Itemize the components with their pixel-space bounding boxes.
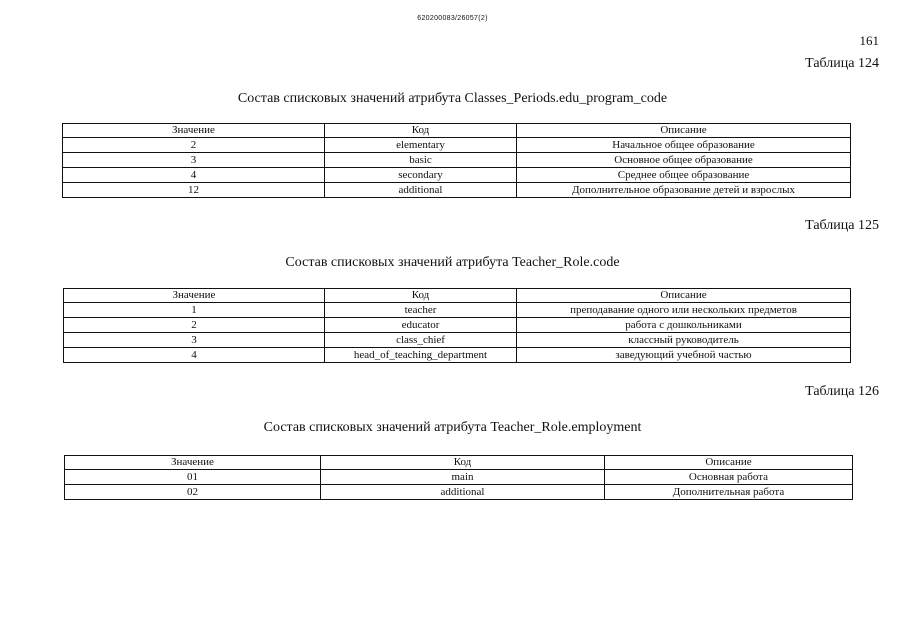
column-header: Код — [325, 124, 517, 138]
table-row — [63, 183, 851, 198]
table-row — [63, 168, 851, 183]
column-header: Описание — [517, 289, 851, 303]
description-cell: заведующий учебной частью — [517, 348, 851, 363]
table-126-title: Состав списковых значений атрибута Teacher_Role.employment — [263, 420, 642, 435]
table-126 — [64, 455, 853, 500]
description-cell: преподавание одного или нескольких предметов — [517, 303, 851, 318]
description-cell: Дополнительная работа — [605, 485, 853, 500]
code-cell: basic — [325, 153, 517, 168]
document-id: 620200083/26057(2) — [417, 15, 488, 22]
page-number: 161 — [859, 33, 879, 48]
column-header: Значение — [64, 289, 325, 303]
description-cell: Основная работа — [605, 470, 853, 485]
value-cell: 2 — [64, 318, 325, 333]
table-row — [64, 348, 851, 363]
description-cell: Дополнительное образование детей и взрослых — [517, 183, 851, 198]
column-header: Описание — [605, 456, 853, 470]
column-header: Значение — [65, 456, 321, 470]
table-row — [64, 333, 851, 348]
table-row — [65, 485, 853, 500]
table-124-title: Состав списковых значений атрибута Classes_Periods.edu_program_code — [237, 91, 668, 106]
description-cell: Начальное общее образование — [517, 138, 851, 153]
table-row — [64, 303, 851, 318]
code-cell: additional — [325, 183, 517, 198]
column-header: Код — [321, 456, 605, 470]
table-125 — [63, 288, 851, 363]
table-row — [64, 318, 851, 333]
description-cell: классный руководитель — [517, 333, 851, 348]
code-cell: educator — [325, 318, 517, 333]
table-124 — [62, 123, 851, 198]
column-header: Значение — [63, 124, 325, 138]
code-cell: secondary — [325, 168, 517, 183]
value-cell: 2 — [63, 138, 325, 153]
value-cell: 3 — [64, 333, 325, 348]
column-header: Код — [325, 289, 517, 303]
code-cell: elementary — [325, 138, 517, 153]
value-cell: 02 — [65, 485, 321, 500]
table-126-label: Таблица 126 — [805, 384, 879, 399]
table-header-row — [63, 124, 851, 138]
description-cell: Среднее общее образование — [517, 168, 851, 183]
table-125-title: Состав списковых значений атрибута Teacher_Role.code — [285, 255, 620, 270]
value-cell: 4 — [63, 168, 325, 183]
column-header: Описание — [517, 124, 851, 138]
table-125-label: Таблица 125 — [805, 218, 879, 233]
value-cell: 4 — [64, 348, 325, 363]
description-cell: Основное общее образование — [517, 153, 851, 168]
value-cell: 12 — [63, 183, 325, 198]
code-cell: class_chief — [325, 333, 517, 348]
table-header-row — [65, 456, 853, 470]
value-cell: 1 — [64, 303, 325, 318]
code-cell: additional — [321, 485, 605, 500]
code-cell: teacher — [325, 303, 517, 318]
table-header-row — [64, 289, 851, 303]
value-cell: 3 — [63, 153, 325, 168]
code-cell: head_of_teaching_department — [325, 348, 517, 363]
value-cell: 01 — [65, 470, 321, 485]
description-cell: работа с дошкольниками — [517, 318, 851, 333]
table-row — [65, 470, 853, 485]
table-row — [63, 153, 851, 168]
code-cell: main — [321, 470, 605, 485]
table-124-label: Таблица 124 — [805, 56, 879, 71]
table-row — [63, 138, 851, 153]
